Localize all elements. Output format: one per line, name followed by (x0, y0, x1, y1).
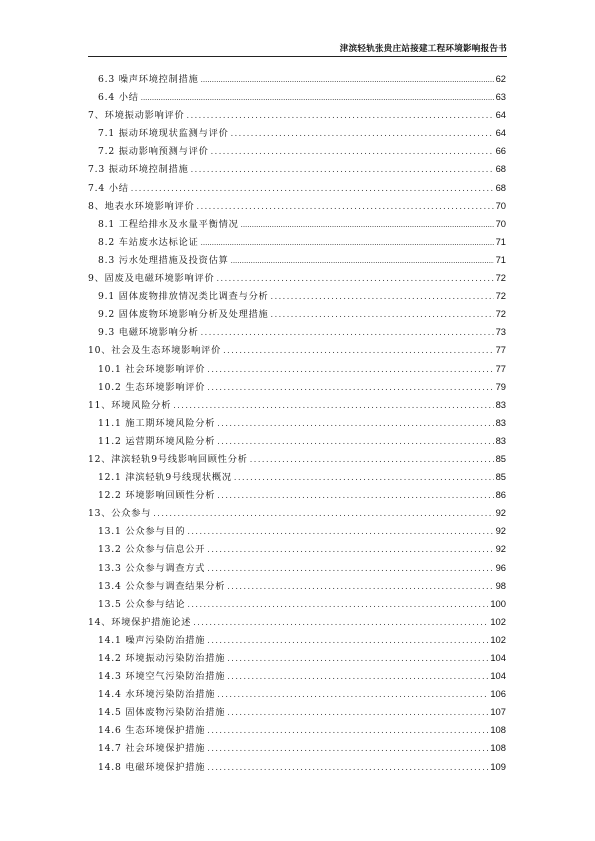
toc-dot-leader (153, 505, 493, 523)
toc-dot-leader (191, 161, 494, 179)
toc-dot-leader (217, 270, 494, 288)
toc-entry-label: 8.2 车站废水达标论证 (98, 236, 199, 248)
toc-dot-leader (207, 379, 493, 397)
toc-entry-page-number: 83 (495, 416, 506, 428)
toc-entry-label: 11、环境风险分析 (88, 399, 172, 411)
toc-entry-page-number: 104 (490, 652, 506, 663)
toc-entry-label: 9.3 电磁环境影响分析 (98, 327, 199, 339)
toc-entry-label: 13.3 公众参与调查方式 (98, 562, 206, 574)
toc-entry[interactable] (88, 160, 506, 178)
toc-entry-page-number: 79 (495, 380, 506, 392)
toc-entry[interactable] (88, 631, 506, 649)
toc-dot-leader (131, 180, 494, 198)
toc-entry-page-number: 86 (495, 489, 506, 501)
toc-dot-leader (241, 216, 494, 234)
toc-entry-label: 8.1 工程给排水及水量平衡情况 (98, 218, 239, 230)
toc-dot-leader (211, 143, 494, 161)
toc-dot-leader (201, 71, 494, 89)
toc-entry-page-number: 104 (490, 670, 506, 682)
toc-entry-page-number: 63 (495, 91, 506, 103)
toc-entry-label: 14.7 社会环境保护措施 (98, 743, 206, 755)
toc-entry-page-number: 83 (495, 434, 506, 446)
toc-entry[interactable] (88, 468, 506, 486)
toc-entry[interactable] (88, 703, 506, 721)
toc-entry-page-number: 100 (490, 597, 506, 609)
toc-entry[interactable] (88, 269, 506, 287)
toc-dot-leader (250, 451, 494, 469)
toc-entry-page-number: 92 (495, 507, 506, 519)
toc-entry-label: 8、地表水环境影响评价 (88, 200, 195, 212)
toc-dot-leader (217, 433, 493, 451)
toc-entry-page-number: 109 (490, 760, 506, 772)
toc-entry-label: 14、环境保护措施论述 (88, 616, 192, 628)
toc-entry-page-number: 77 (495, 362, 506, 374)
toc-dot-leader (197, 198, 494, 216)
toc-dot-leader (217, 686, 488, 704)
toc-entry-page-number: 70 (495, 217, 506, 229)
toc-entry-page-number: 92 (495, 525, 506, 537)
toc-entry-label: 6.3 噪声环境控制措施 (98, 74, 199, 85)
toc-entry[interactable] (88, 721, 506, 739)
toc-dot-leader (193, 614, 488, 632)
toc-entry-label: 7、环境振动影响评价 (88, 110, 185, 122)
toc-dot-leader (227, 578, 493, 596)
toc-entry-label: 8.3 污水处理措施及投资估算 (98, 254, 229, 266)
toc-entry-label: 14.2 环境振动污染防治措施 (98, 653, 226, 664)
toc-entry-page-number: 102 (490, 615, 506, 627)
toc-entry-label: 10、社会及生态环境影响评价 (88, 345, 222, 357)
toc-dot-leader (201, 234, 494, 252)
toc-entry[interactable] (88, 106, 506, 124)
toc-entry-page-number: 85 (495, 471, 506, 483)
toc-dot-leader (207, 632, 488, 650)
header-title: 津滨轻轨张贵庄站接建工程环境影响报告书 (339, 44, 507, 54)
toc-entry-label: 10.2 生态环境影响评价 (98, 381, 206, 393)
toc-entry-page-number: 83 (495, 398, 506, 410)
toc-entry-label: 13、公众参与 (88, 508, 152, 520)
toc-entry[interactable] (88, 233, 506, 251)
toc-entry[interactable] (88, 504, 506, 522)
toc-entry-label: 13.1 公众参与目的 (98, 526, 186, 538)
toc-entry-page-number: 64 (495, 127, 506, 139)
page-header (88, 40, 507, 57)
toc-entry[interactable] (88, 341, 506, 359)
toc-dot-leader (141, 89, 494, 107)
toc-entry-label: 14.5 固体废物污染防治措施 (98, 707, 226, 719)
toc-entry[interactable] (88, 450, 506, 468)
toc-entry-label: 12.1 津滨轻轨9号线现状概况 (98, 472, 232, 484)
toc-entry[interactable] (88, 378, 506, 396)
toc-dot-leader (231, 125, 494, 143)
toc-entry[interactable] (88, 70, 506, 88)
toc-entry-label: 11.2 运营期环境风险分析 (98, 435, 216, 447)
toc-entry-page-number: 62 (495, 73, 506, 84)
toc-entry[interactable] (88, 124, 506, 142)
toc-dot-leader (234, 469, 494, 487)
toc-entry-label: 14.6 生态环境保护措施 (98, 725, 206, 737)
toc-entry[interactable] (88, 197, 506, 215)
toc-entry-page-number: 73 (495, 326, 506, 338)
toc-entry-label: 6.4 小结 (98, 92, 139, 104)
toc-dot-leader (207, 361, 493, 379)
toc-entry-label: 14.3 环境空气污染防治措施 (98, 671, 226, 683)
toc-dot-leader (227, 704, 488, 722)
toc-dot-leader (187, 523, 493, 541)
toc-dot-leader (227, 650, 488, 668)
toc-entry-page-number: 85 (495, 452, 506, 464)
toc-entry[interactable] (88, 179, 506, 197)
toc-entry-label: 7.2 振动影响预测与评价 (98, 146, 209, 158)
toc-entry-page-number: 106 (490, 688, 506, 700)
toc-entry-page-number: 96 (495, 561, 506, 573)
toc-entry[interactable] (88, 613, 506, 631)
toc-dot-leader (207, 541, 493, 559)
toc-entry-label: 14.1 噪声污染防治措施 (98, 634, 206, 646)
toc-entry-page-number: 72 (495, 290, 506, 302)
toc-entry-page-number: 72 (495, 272, 506, 284)
toc-entry-label: 12.2 环境影响回顾性分析 (98, 490, 216, 502)
toc-entry[interactable] (88, 559, 506, 577)
toc-dot-leader (207, 759, 488, 777)
toc-dot-leader (227, 668, 488, 686)
toc-dot-leader (217, 487, 493, 505)
toc-entry-page-number: 71 (495, 253, 506, 265)
toc-entry-label: 13.5 公众参与结论 (98, 598, 186, 610)
toc-entry[interactable] (88, 287, 506, 305)
toc-entry[interactable] (88, 215, 506, 233)
toc-entry-page-number: 71 (495, 235, 506, 247)
toc-entry[interactable] (88, 142, 506, 160)
toc-entry[interactable] (88, 88, 506, 106)
toc-entry-label: 7.4 小结 (88, 182, 129, 194)
toc-entry-label: 10.1 社会环境影响评价 (98, 363, 206, 375)
toc-dot-leader (187, 107, 494, 125)
toc-entry-label: 13.4 公众参与调查结果分析 (98, 580, 226, 592)
toc-entry-page-number: 68 (495, 163, 506, 175)
toc-dot-leader (173, 397, 493, 415)
toc-entry-label: 14.8 电磁环境保护措施 (98, 761, 206, 773)
toc-entry[interactable] (88, 577, 506, 595)
toc-entry[interactable] (88, 305, 506, 323)
toc-entry[interactable] (88, 360, 506, 378)
toc-entry[interactable] (88, 739, 506, 757)
toc-entry[interactable] (88, 251, 506, 269)
toc-dot-leader (207, 722, 488, 740)
toc-dot-leader (207, 740, 488, 758)
toc-entry-page-number: 98 (495, 579, 506, 591)
toc-dot-leader (201, 324, 494, 342)
toc-entry-page-number: 70 (495, 199, 506, 211)
toc-entry-label: 7.1 振动环境现状监测与评价 (98, 128, 229, 140)
toc-dot-leader (207, 560, 493, 578)
toc-dot-leader (271, 288, 494, 306)
toc-entry-label: 14.4 水环境污染防治措施 (98, 689, 216, 701)
toc-dot-leader (231, 252, 494, 270)
toc-entry[interactable] (88, 414, 506, 432)
toc-entry-page-number: 107 (490, 706, 506, 718)
toc-dot-leader (223, 342, 493, 360)
toc-entry-label: 11.1 施工期环境风险分析 (98, 417, 216, 429)
table-of-contents (88, 70, 506, 776)
toc-entry-label: 9.1 固体废物排放情况类比调查与分析 (98, 291, 269, 303)
toc-entry[interactable] (88, 396, 506, 414)
toc-dot-leader (187, 596, 488, 614)
toc-entry[interactable] (88, 522, 506, 540)
toc-entry[interactable] (88, 323, 506, 341)
toc-entry[interactable] (88, 649, 506, 667)
toc-entry-page-number: 77 (495, 344, 506, 356)
toc-entry-page-number: 64 (495, 109, 506, 121)
toc-entry[interactable] (88, 595, 506, 613)
toc-entry-page-number: 108 (490, 724, 506, 736)
toc-entry-label: 13.2 公众参与信息公开 (98, 544, 206, 556)
toc-entry-page-number: 92 (495, 543, 506, 555)
toc-entry[interactable] (88, 486, 506, 504)
toc-entry-page-number: 66 (495, 145, 506, 157)
toc-entry-page-number: 68 (495, 181, 506, 193)
toc-entry[interactable] (88, 540, 506, 558)
toc-entry-label: 12、津滨轻轨9号线影响回顾性分析 (88, 453, 248, 465)
toc-entry-page-number: 102 (490, 633, 506, 645)
toc-entry-page-number: 108 (490, 742, 506, 754)
toc-entry[interactable] (88, 667, 506, 685)
toc-entry[interactable] (88, 758, 506, 776)
toc-dot-leader (217, 415, 493, 433)
toc-dot-leader (271, 306, 494, 324)
toc-entry-page-number: 72 (495, 308, 506, 320)
toc-entry[interactable] (88, 685, 506, 703)
toc-entry-label: 9.2 固体废物环境影响分析及处理措施 (98, 309, 269, 321)
toc-entry-label: 9、固废及电磁环境影响评价 (88, 273, 215, 285)
toc-entry[interactable] (88, 432, 506, 450)
toc-entry-label: 7.3 振动环境控制措施 (88, 164, 189, 176)
